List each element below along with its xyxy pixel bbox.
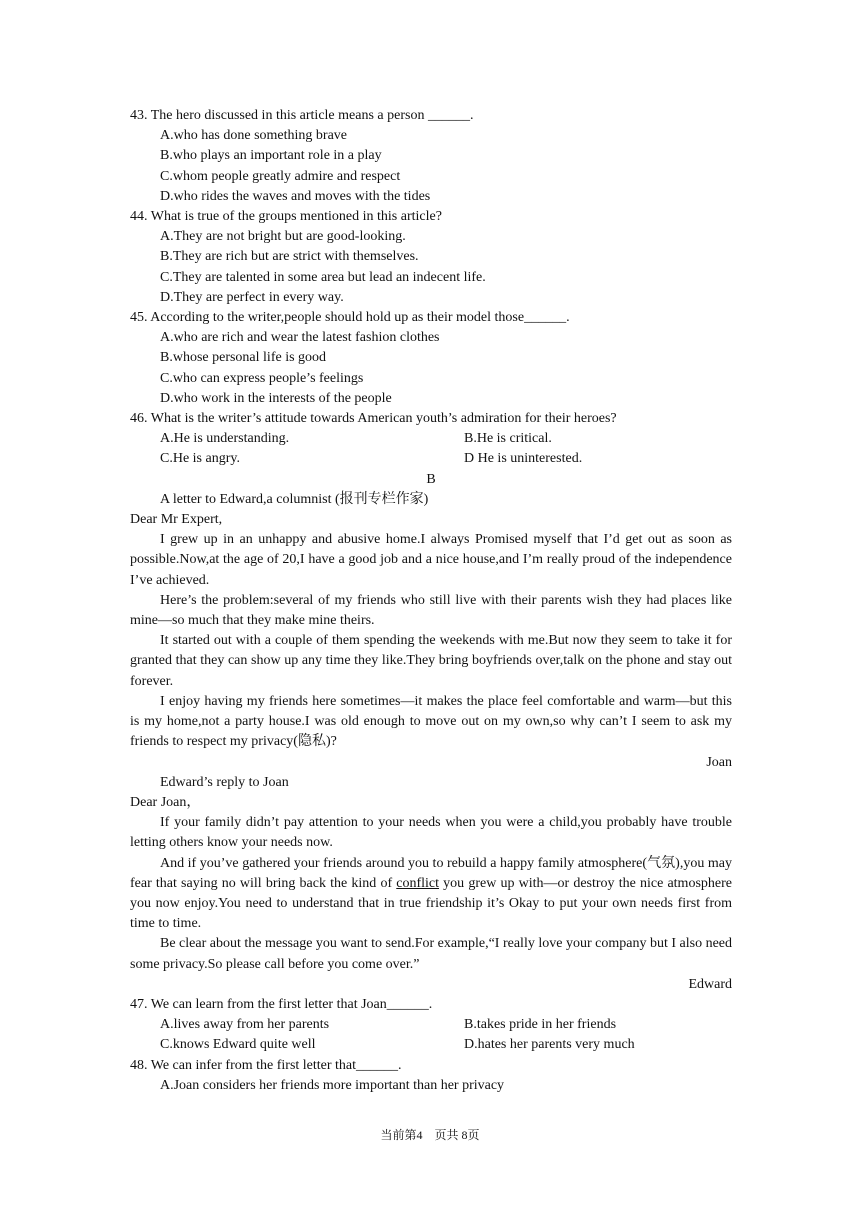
question-45	[130, 308, 732, 409]
option-row	[130, 429, 732, 449]
option-a: A.who has done something brave	[160, 128, 348, 144]
letter-title: A letter to Edward,a columnist (报刊专栏作家)	[160, 491, 429, 507]
letter-greeting: Dear Mr Expert,	[130, 512, 223, 528]
option-b: B.whose personal life is good	[160, 350, 327, 366]
letter-signature: Edward	[688, 976, 732, 992]
option-c: C.They are talented in some area but lead an indecent life.	[160, 269, 486, 285]
letter-title: Edward’s reply to Joan	[160, 774, 289, 790]
section-label: B	[426, 471, 436, 487]
option-a: A.lives away from her parents	[160, 1017, 330, 1033]
letter-paragraph: If your family didn’t pay attention to your needs when you were a child,you probably have trouble letting others know your needs now.	[130, 815, 732, 851]
option-b: B.He is critical.	[464, 431, 552, 447]
option-d: D.hates her parents very much	[464, 1037, 635, 1053]
question-stem: 44. What is true of the groups mentioned in this article?	[130, 209, 442, 225]
option-d: D He is uninterested.	[464, 451, 583, 467]
underlined-word: conflict	[396, 875, 440, 891]
option-d: D.who work in the interests of the people	[160, 390, 392, 406]
question-43	[130, 106, 732, 207]
option-b: B.who plays an important role in a play	[160, 148, 382, 164]
option-c: C.who can express people’s feelings	[160, 370, 364, 386]
option-c: C.whom people greatly admire and respect	[160, 168, 401, 184]
question-stem: 43. The hero discussed in this article means a person ______.	[130, 108, 474, 123]
letter-paragraph: I enjoy having my friends here sometimes—it makes the place feel comfortable and warm—but this is my home,not a party house.I was old enough to move out on my own,so why can’t I seem to ask my friends to respect my privacy(隐私)?	[130, 693, 732, 750]
letter-signature: Joan	[706, 754, 732, 770]
passage-b	[130, 470, 732, 995]
letter-paragraph: Be clear about the message you want to send.For example,“I really love your company but I also need some privacy.So please call before you come over.”	[130, 936, 732, 972]
option-a: A.He is understanding.	[160, 431, 290, 447]
option-b: B.They are rich but are strict with themselves.	[160, 249, 419, 265]
option-a: A.They are not bright but are good-looking.	[160, 229, 406, 245]
option-a: A.who are rich and wear the latest fashion clothes	[160, 330, 440, 346]
option-c: C.He is angry.	[160, 451, 240, 467]
option-row	[130, 1015, 732, 1035]
option-a: A.Joan considers her friends more important than her privacy	[160, 1077, 505, 1093]
option-d: D.who rides the waves and moves with the tides	[160, 188, 431, 204]
question-47	[130, 995, 732, 1056]
page-content	[130, 106, 732, 1096]
question-stem: 45. According to the writer,people should hold up as their model those______.	[130, 310, 570, 326]
paragraph-text: And if you’ve gathered your friends around you to rebuild a happy family atmosphere(气氛),you may fear that saying no will bring back the kind of	[130, 855, 732, 891]
option-c: C.knows Edward quite well	[160, 1037, 316, 1053]
question-stem: 46. What is the writer’s attitude towards American youth’s admiration for their heroes?	[130, 411, 617, 427]
question-48	[130, 1056, 732, 1096]
option-row	[130, 449, 732, 469]
option-row	[130, 1035, 732, 1055]
question-44	[130, 207, 732, 308]
option-b: B.takes pride in her friends	[464, 1017, 617, 1033]
letter-paragraph: I grew up in an unhappy and abusive home.I always Promised myself that I’d get out as soon as possible.Now,at the age of 20,I have a good job and a nice house,and I’m really proud of the independence I’ve achieved.	[130, 532, 732, 588]
letter-paragraph	[130, 854, 732, 935]
letter-paragraph: It started out with a couple of them spending the weekends with me.But now they seem to take it for granted that they can show up any time they like.They bring boyfriends over,talk on the phone and stay out forever.	[130, 633, 732, 689]
letter-paragraph: Here’s the problem:several of my friends who still live with their parents wish they had places like mine—so much that they make mine theirs.	[130, 592, 732, 629]
option-d: D.They are perfect in every way.	[160, 289, 344, 305]
paragraph-text: you grew up with—or destroy the nice atmosphere you now enjoy.You need to understand that in true friendship it’s Okay to put your own needs first from time to time.	[130, 875, 732, 932]
question-stem: 48. We can infer from the first letter that______.	[130, 1057, 402, 1073]
question-46	[130, 409, 732, 470]
question-stem: 47. We can learn from the first letter that Joan______.	[130, 996, 433, 1012]
letter-greeting: Dear Joan，	[130, 794, 201, 810]
page-footer: 当前第4 页共 8页	[380, 1128, 480, 1142]
